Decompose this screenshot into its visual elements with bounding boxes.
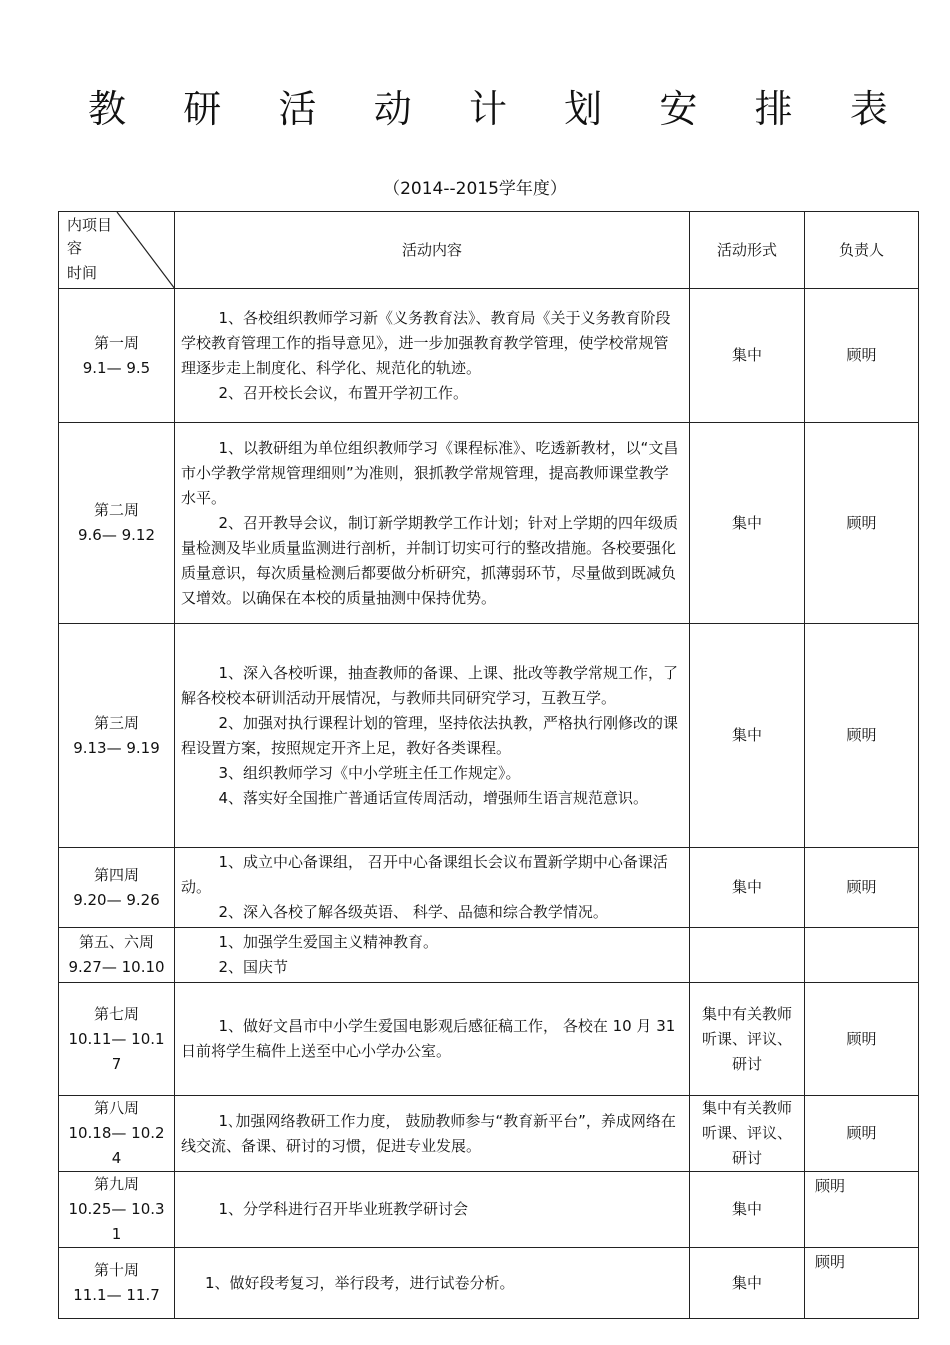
week-dates: 9.20— 9.26 bbox=[73, 890, 160, 909]
page-title bbox=[88, 78, 888, 133]
owner-cell bbox=[805, 1248, 919, 1319]
week-dates: 11.1— 11.7 bbox=[73, 1286, 160, 1304]
week-label: 第四周 bbox=[93, 865, 139, 884]
week-cell bbox=[59, 624, 175, 848]
table-row bbox=[59, 624, 919, 848]
owner-cell: 顾明 bbox=[805, 624, 919, 848]
content-cell bbox=[175, 289, 690, 423]
content-paragraph: 1、分学科进行召开毕业班教学研讨会 bbox=[218, 1200, 469, 1218]
corner-label-time: 时间 bbox=[67, 264, 98, 282]
owner-name: 顾明 bbox=[815, 1177, 846, 1195]
table-row bbox=[59, 1248, 919, 1319]
header-corner-cell bbox=[59, 212, 175, 289]
form-cell: 集中有关教师听课、评议、研讨 bbox=[690, 983, 805, 1096]
content-cell bbox=[175, 1096, 690, 1172]
corner-label-item: 内项目 bbox=[67, 216, 113, 234]
content-paragraph: 1、做好文昌市中小学生爱国电影观后感征稿工作， 各校在 10 月 31 日前将学生稿件上送至中心小学办公室。 bbox=[181, 1017, 676, 1060]
table-header-row bbox=[59, 212, 919, 289]
content-paragraph: 1、各校组织教师学习新《义务教育法》、教育局《关于义务教育阶段学校教育管理工作的指导意见》，进一步加强教育教学管理，使学校常规管理逐步走上制度化、科学化、规范化的轨迹。 bbox=[181, 308, 671, 377]
school-year-subtitle: （2014--2015学年度） bbox=[383, 179, 567, 199]
form-cell: 集中 bbox=[690, 289, 805, 423]
content-cell bbox=[175, 1248, 690, 1319]
title-char: 安 bbox=[659, 87, 698, 131]
title-char: 表 bbox=[849, 87, 888, 131]
week-label: 第三周 bbox=[93, 713, 139, 732]
week-label: 第八周 bbox=[93, 1099, 139, 1117]
week-dates: 9.1— 9.5 bbox=[82, 358, 151, 377]
week-label: 第二周 bbox=[93, 501, 139, 519]
content-paragraph: 4、落实好全国推广普通话宣传周活动，增强师生语言规范意识。 bbox=[218, 788, 649, 807]
content-paragraph: 1､加强网络教研工作力度， 鼓励教师参与“教育新平台”，养成网络在线交流、备课、研讨的习惯，促进专业发展。 bbox=[181, 1111, 676, 1155]
title-char: 研 bbox=[183, 87, 222, 131]
owner-cell bbox=[805, 928, 919, 983]
form-cell bbox=[690, 928, 805, 983]
owner-cell: 顾明 bbox=[805, 983, 919, 1096]
week-dates: 10.25— 10.31 bbox=[68, 1200, 165, 1243]
owner-cell: 顾明 bbox=[805, 1096, 919, 1172]
week-dates: 9.6— 9.12 bbox=[77, 526, 156, 544]
form-cell: 集中有关教师听课、评议、研讨 bbox=[690, 1096, 805, 1172]
week-label: 第七周 bbox=[93, 1004, 139, 1023]
week-cell bbox=[59, 848, 175, 928]
content-cell bbox=[175, 624, 690, 848]
form-cell: 集中 bbox=[690, 1248, 805, 1319]
table-row bbox=[59, 1096, 919, 1172]
week-cell bbox=[59, 1096, 175, 1172]
content-paragraph: 1、成立中心备课组， 召开中心备课组长会议布置新学期中心备课活动。 bbox=[181, 853, 668, 896]
header-owner: 负责人 bbox=[805, 212, 919, 289]
week-label: 第五、六周 bbox=[78, 933, 154, 951]
table-row bbox=[59, 928, 919, 983]
week-dates: 9.27— 10.10 bbox=[68, 958, 165, 976]
content-paragraph: 2、召开校长会议，布置开学初工作。 bbox=[218, 383, 469, 402]
content-cell bbox=[175, 423, 690, 624]
week-cell bbox=[59, 423, 175, 624]
content-paragraph: 3、组织教师学习《中小学班主任工作规定》。 bbox=[218, 763, 521, 782]
table-row bbox=[59, 289, 919, 423]
week-cell bbox=[59, 983, 175, 1096]
week-cell bbox=[59, 1248, 175, 1319]
week-dates: 10.18— 10.24 bbox=[68, 1124, 165, 1167]
week-label: 第九周 bbox=[93, 1175, 139, 1193]
content-paragraph: 2、深入各校了解各级英语、 科学、品德和综合教学情况。 bbox=[218, 903, 608, 921]
corner-label-content: 容 bbox=[67, 239, 83, 257]
owner-cell: 顾明 bbox=[805, 289, 919, 423]
owner-cell bbox=[805, 1172, 919, 1248]
content-cell bbox=[175, 1172, 690, 1248]
title-char: 活 bbox=[278, 87, 317, 131]
week-dates: 10.11— 10.17 bbox=[68, 1029, 165, 1073]
title-char: 计 bbox=[468, 87, 507, 131]
content-paragraph: 1、加强学生爱国主义精神教育。 bbox=[218, 933, 439, 951]
content-cell bbox=[175, 983, 690, 1096]
content-paragraph: 2、加强对执行课程计划的管理，坚持依法执教，严格执行刚修改的课程设置方案，按照规定开齐上足，教好各类课程。 bbox=[181, 713, 679, 757]
owner-name: 顾明 bbox=[815, 1253, 846, 1271]
title-char: 教 bbox=[88, 87, 127, 131]
header-form: 活动形式 bbox=[690, 212, 805, 289]
week-label: 第十周 bbox=[93, 1261, 139, 1279]
form-cell: 集中 bbox=[690, 624, 805, 848]
content-paragraph: 2、国庆节 bbox=[218, 958, 289, 976]
owner-cell: 顾明 bbox=[805, 848, 919, 928]
header-content: 活动内容 bbox=[175, 212, 690, 289]
table-row bbox=[59, 848, 919, 928]
content-cell bbox=[175, 928, 690, 983]
form-cell: 集中 bbox=[690, 423, 805, 624]
content-cell bbox=[175, 848, 690, 928]
title-char: 划 bbox=[564, 87, 603, 131]
week-cell bbox=[59, 928, 175, 983]
content-paragraph: 1、以教研组为单位组织教师学习《课程标准》、吃透新教材，以“文昌市小学教学常规管理细则”为准则，狠抓教学常规管理，提高教师课堂教学水平。 bbox=[181, 438, 679, 507]
activity-plan-table bbox=[58, 211, 919, 1319]
table-row bbox=[59, 423, 919, 624]
title-char: 动 bbox=[373, 87, 412, 131]
form-cell: 集中 bbox=[690, 848, 805, 928]
owner-cell: 顾明 bbox=[805, 423, 919, 624]
content-paragraph: 1、做好段考复习，举行段考，进行试卷分析。 bbox=[205, 1273, 515, 1292]
form-cell: 集中 bbox=[690, 1172, 805, 1248]
title-char: 排 bbox=[754, 87, 793, 131]
week-dates: 9.13— 9.19 bbox=[73, 738, 160, 757]
week-label: 第一周 bbox=[93, 333, 139, 352]
content-paragraph: 1、深入各校听课，抽查教师的备课、上课、批改等教学常规工作，了解各校校本研训活动开展情况，与教师共同研究学习，互教互学。 bbox=[181, 663, 679, 707]
week-cell bbox=[59, 1172, 175, 1248]
week-cell bbox=[59, 289, 175, 423]
content-paragraph: 2、召开教导会议，制订新学期教学工作计划；针对上学期的四年级质量检测及毕业质量监测进行剖析，并制订切实可行的整改措施。各校要强化质量意识，每次质量检测后都要做分析研究，抓薄弱环节，尽量做到既减负又增效。以确保在本校的质量抽测中保持优势。 bbox=[181, 513, 679, 607]
table-row bbox=[59, 983, 919, 1096]
table-row bbox=[59, 1172, 919, 1248]
